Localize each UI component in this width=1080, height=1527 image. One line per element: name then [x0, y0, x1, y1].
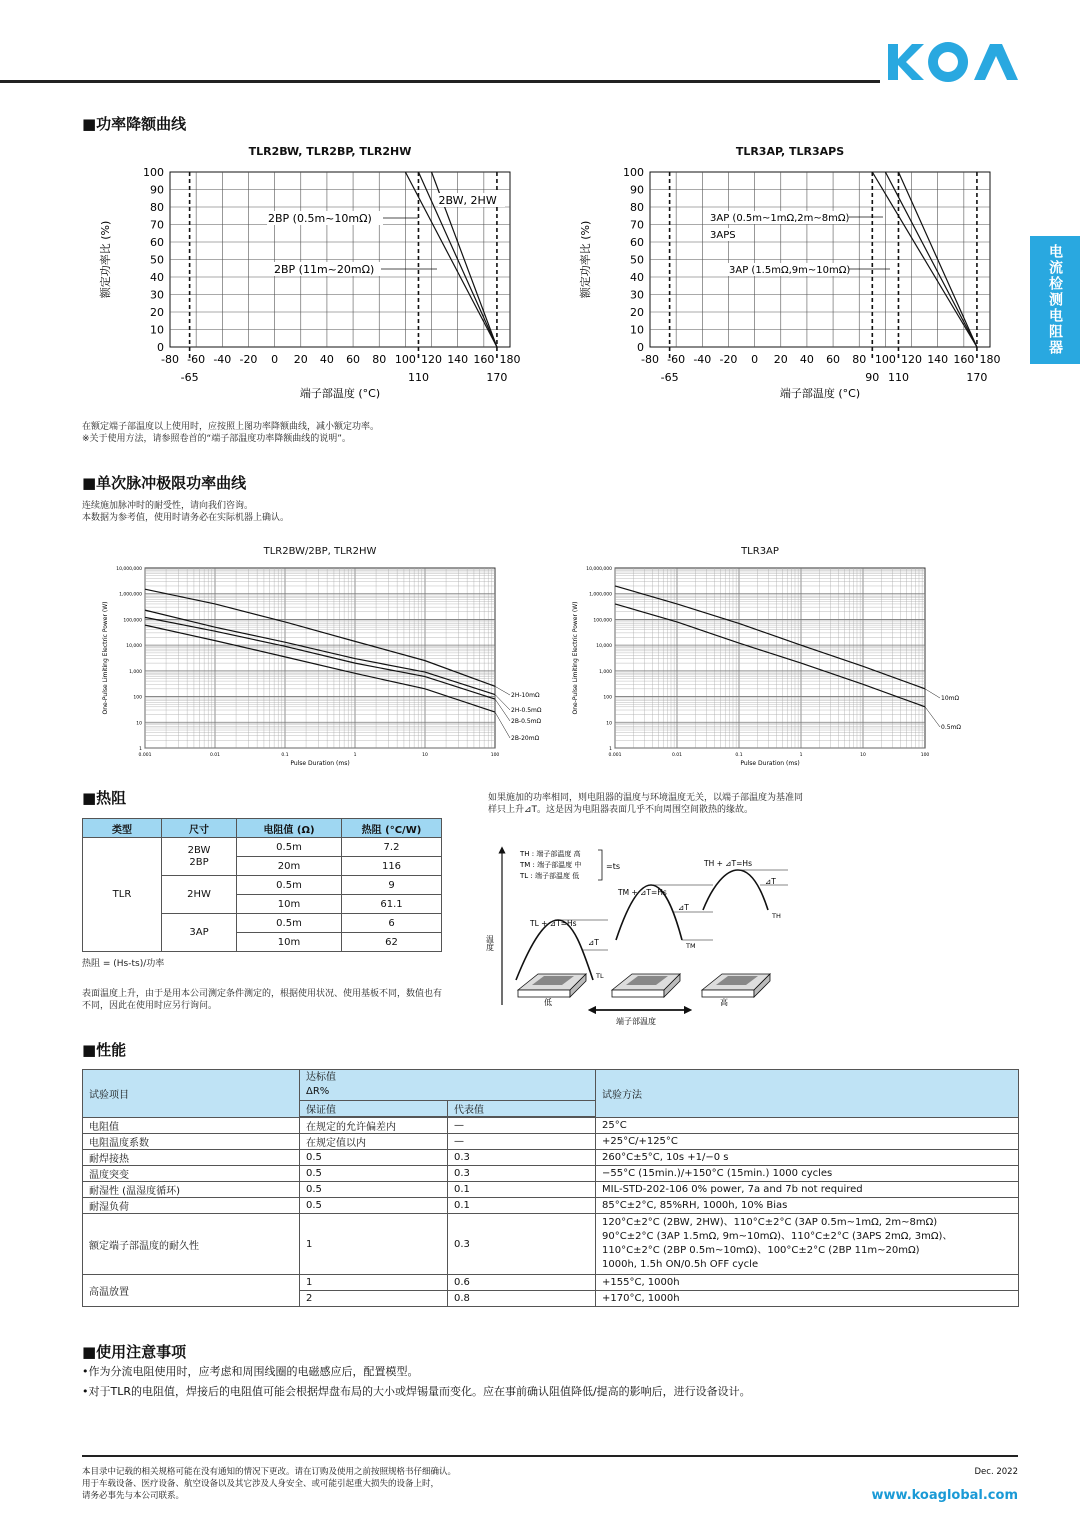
series-label: 3AP (0.5m~1mΩ,2m~8mΩ): [710, 213, 850, 224]
ytick-label: 100: [603, 695, 612, 701]
perf-cell: 在规定值以内: [300, 1134, 448, 1150]
series-label: 2B-0.5mΩ: [511, 718, 542, 725]
perf-cell: 耐焊接热: [83, 1150, 300, 1166]
xtick-label: 140: [447, 353, 469, 366]
pulse-note-1: 连续施加脉冲时的耐受性，请向我们咨询。: [82, 501, 254, 511]
ytick-label: 30: [150, 288, 164, 302]
xtick-label: 100: [874, 353, 896, 366]
xtick-label: 60: [826, 353, 841, 366]
thermal-diagram-note: 如果施加的功率相同，则电阻器的温度与环境温度无关，以端子部温度为基准同样只上升⊿T。这是因为电阻器表面几乎不向周围空间散热的缘故。: [488, 793, 804, 815]
derating-notes: [82, 421, 682, 445]
perf-cell: 2: [300, 1291, 448, 1307]
section-performance-heading: ■性能: [82, 1041, 127, 1059]
side-tab[interactable]: 电流检测电阻器: [1030, 236, 1080, 364]
xtick-label: -80: [161, 353, 179, 366]
diagram-high: 高: [720, 998, 728, 1007]
perf-endurance-method: [596, 1214, 1019, 1275]
diagram-hs-m: TM + ⊿T=Hs: [618, 888, 667, 897]
thermal-r-cell: 0.5m: [237, 914, 342, 933]
xtick-label: 0: [751, 353, 759, 366]
perf-row: [83, 1198, 1019, 1214]
xtick-label: 160: [473, 353, 495, 366]
xtick-label: -60: [187, 353, 206, 366]
perf-row: [83, 1134, 1019, 1150]
xtick-label: 100: [490, 753, 500, 758]
section-thermal-heading: ■热阻: [82, 789, 127, 807]
ytick-label: 60: [630, 236, 644, 249]
diagram-chip-high: [702, 974, 770, 997]
koa-logo: [886, 40, 1021, 84]
thermal-size-3ap: 3AP: [162, 914, 237, 952]
perf-cell: MIL-STD-202-106 0% power, 7a and 7b not required: [596, 1182, 1019, 1198]
diagram-legend-m: TM : 端子部温度 中: [520, 861, 582, 869]
ytick-label: 40: [150, 271, 164, 284]
thermal-r-cell: 0.5m: [237, 838, 342, 857]
logo-text: KOA: [886, 40, 889, 41]
perf-cell: +25°C/+125°C: [596, 1134, 1019, 1150]
pulse-chart-left: [100, 560, 555, 770]
xtick-label: 0.01: [209, 753, 221, 758]
ytick-label: 1,000: [599, 669, 612, 675]
diagram-dt-h: ⊿T: [765, 877, 776, 886]
xtick-label: 180: [499, 353, 521, 366]
thermal-v-cell: 7.2: [342, 838, 442, 857]
xtick-label: 140: [927, 353, 949, 366]
perf-cell: —: [448, 1134, 596, 1150]
xtick-label: 1: [799, 753, 803, 758]
ytick-label: 1,000: [129, 669, 142, 675]
perf-cell: 0.5: [300, 1166, 448, 1182]
thermal-header-thermal: 热阻 (°C/W): [342, 819, 442, 838]
perf-cell: 85°C±2°C, 85%RH, 1000h, 10% Bias: [596, 1198, 1019, 1214]
pulse-notes: [82, 500, 682, 524]
perf-header-dr: ΔR%: [306, 1086, 330, 1097]
x-axis-label: 端子部温度 (°C): [779, 387, 861, 400]
xtick-label: -40: [693, 353, 712, 366]
cautions-list: [82, 1362, 1012, 1402]
ytick-label: 100: [143, 166, 164, 179]
thermal-r-cell: 20m: [237, 857, 342, 876]
ytick-label: 10,000: [596, 644, 612, 650]
section-pulse-heading: ■单次脉冲极限功率曲线: [82, 474, 247, 492]
perf-cell: 0.1: [448, 1198, 596, 1214]
ytick-label: 20: [150, 306, 164, 319]
xtick-label: -20: [719, 353, 738, 366]
ytick-label: 1: [139, 747, 142, 752]
ytick-label: 30: [630, 288, 644, 302]
diagram-hs-h: TH + ⊿T=Hs: [704, 859, 752, 868]
xtick-extra: -65: [660, 371, 679, 384]
ytick-label: 20: [630, 306, 644, 319]
perf-cell: 0.3: [448, 1166, 596, 1182]
series-label: 2BP (0.5m~10mΩ): [268, 212, 372, 225]
xtick-label: 0.01: [671, 753, 683, 758]
series-label: 2H-10mΩ: [511, 692, 540, 699]
derating-chart-right: [565, 160, 1015, 405]
xtick-label: -20: [239, 353, 258, 366]
thermal-size-2hw: 2HW: [162, 876, 237, 914]
xtick-extra: 90: [865, 371, 880, 384]
diagram-dt-m: ⊿T: [678, 903, 689, 912]
perf-header-guar: 保证值: [300, 1101, 448, 1117]
ytick-label: 100: [133, 695, 142, 701]
thermal-size-2bw: 2BW 2BP: [162, 838, 237, 876]
series-label: 2B-20mΩ: [511, 735, 540, 742]
thermal-r-cell: 10m: [237, 895, 342, 914]
ytick-label: 1: [609, 747, 612, 752]
xtick-label: -60: [667, 353, 686, 366]
thermal-header-size: 尺寸: [162, 819, 237, 838]
ytick-label: 10: [630, 323, 644, 337]
ytick-label: 10: [136, 721, 142, 727]
xtick-label: 100: [394, 353, 416, 366]
perf-cell: —: [448, 1118, 596, 1134]
xtick-label: 80: [372, 353, 387, 366]
ytick-label: 50: [150, 253, 164, 267]
ytick-label: 70: [150, 218, 164, 232]
ytick-label: 40: [630, 271, 644, 284]
x-axis-label: Pulse Duration (ms): [290, 760, 350, 767]
perf-endurance-method-line: 1000h, 1.5h ON/0.5h OFF cycle: [602, 1259, 759, 1270]
x-axis-label: Pulse Duration (ms): [740, 760, 800, 767]
section-derating-heading: ■功率降额曲线: [82, 115, 187, 133]
footer-disclaimer: [82, 1466, 782, 1502]
derating-chart-left: [85, 160, 535, 405]
thermal-note: 表面温度上升，由于是用本公司测定条件测定的，根据使用状况、使用基板不同，数值也有不同，因此在使用时应另行询问。: [82, 989, 443, 1011]
ytick-label: 0: [637, 341, 644, 354]
perf-cell: 温度突变: [83, 1166, 300, 1182]
series-label: 10mΩ: [941, 695, 960, 702]
perf-cell: 在规定的允许偏差内: [300, 1118, 448, 1134]
xtick-label: 1: [353, 753, 357, 758]
thermal-v-cell: 6: [342, 914, 442, 933]
perf-endurance-typ: 0.3: [448, 1214, 596, 1275]
xtick-extra: 110: [407, 371, 429, 384]
section-cautions-heading: ■使用注意事项: [82, 1343, 187, 1361]
ytick-label: 80: [150, 201, 164, 214]
ytick-label: 90: [630, 183, 644, 197]
perf-cell: 0.3: [448, 1150, 596, 1166]
ytick-label: 0: [157, 341, 164, 354]
xtick-label: 10: [860, 753, 866, 758]
pulse-right-title: TLR3AP: [741, 546, 779, 557]
diagram-low: 低: [544, 998, 552, 1007]
footer-line: 用于车载设备、医疗设备、航空设备以及其它涉及人身安全、或可能引起重大损失的设备上时，: [82, 1479, 440, 1489]
perf-cell: 1: [300, 1275, 448, 1291]
perf-hightemp-item: 高温放置: [83, 1275, 300, 1307]
xtick-label: 160: [953, 353, 975, 366]
series-leader: [925, 689, 940, 698]
ytick-label: 100: [623, 166, 644, 179]
xtick-extra: 110: [887, 371, 909, 384]
caution-item: •作为分流电阻使用时，应考虑和周围线圈的电磁感应后，配置模型。: [82, 1365, 419, 1378]
y-axis-label: One-Pulse Limiting Electric Power (W): [572, 601, 579, 715]
perf-cell: 电阻温度系数: [83, 1134, 300, 1150]
xtick-extra: 170: [966, 371, 988, 384]
perf-header-std: [300, 1070, 596, 1101]
performance-table: [82, 1069, 1019, 1307]
series-leader: [495, 712, 510, 738]
caution-item: •对于TLR的电阻值，焊接后的电阻值可能会根据焊盘布局的大小或焊锡量而变化。应在事前确认阻值降低/提高的影响后，进行设备设计。: [82, 1385, 751, 1398]
ytick-label: 10,000,000: [586, 567, 612, 572]
ytick-label: 80: [630, 201, 644, 214]
ytick-label: 70: [630, 218, 644, 232]
perf-cell: +170°C, 1000h: [596, 1291, 1019, 1307]
perf-cell: 0.5: [300, 1198, 448, 1214]
diagram-legend-h: TH : 端子部温度 高: [520, 850, 581, 858]
ytick-label: 10,000,000: [116, 567, 142, 572]
xtick-extra: 170: [486, 371, 508, 384]
thermal-v-cell: 116: [342, 857, 442, 876]
perf-endurance-guar: 1: [300, 1214, 448, 1275]
ytick-label: 1,000,000: [589, 592, 612, 598]
pulse-left-title: TLR2BW/2BP, TLR2HW: [263, 546, 377, 557]
ytick-label: 1,000,000: [119, 592, 142, 598]
footer-rule: [82, 1455, 1018, 1457]
y-axis-label: One-Pulse Limiting Electric Power (W): [102, 601, 109, 715]
xtick-label: 100: [920, 753, 930, 758]
perf-cell: 0.5: [300, 1150, 448, 1166]
series-label: 3APS: [710, 230, 736, 241]
diagram-dt-l: ⊿T: [588, 938, 599, 947]
perf-cell: −55°C (15min.)/+150°C (15min.) 1000 cycles: [596, 1166, 1019, 1182]
perf-header-typ: 代表值: [448, 1101, 596, 1117]
xtick-label: 0.001: [608, 753, 622, 758]
diagram-chip-low: [518, 974, 586, 997]
perf-header-method: 试验方法: [596, 1070, 1019, 1118]
xtick-label: 0.1: [735, 753, 743, 758]
perf-endurance-method-line: 90°C±2°C (3AP 1.5mΩ, 9m~10mΩ)、110°C±2°C (3APS 2mΩ, 3mΩ)、: [602, 1231, 953, 1242]
series-label: 3AP (1.5mΩ,9m~10mΩ): [729, 265, 851, 276]
perf-cell: 耐湿性 (温湿度循环): [83, 1182, 300, 1198]
thermal-formula: 热阻 = (Hs-ts)/功率: [82, 959, 165, 969]
diagram-xaxis: 端子部温度: [616, 1017, 656, 1026]
header-rule: [0, 80, 880, 83]
diagram-yaxis: 温度: [485, 935, 495, 951]
perf-cell: +155°C, 1000h: [596, 1275, 1019, 1291]
footer-line: 请务必事先与本公司联系。: [82, 1491, 185, 1501]
xtick-label: 80: [852, 353, 867, 366]
series-label: 0.5mΩ: [941, 724, 961, 731]
thermal-header-type: 类型: [83, 819, 162, 838]
derating-left-title: TLR2BW, TLR2BP, TLR2HW: [248, 145, 412, 158]
series-label: 2H-0.5mΩ: [511, 707, 542, 714]
xtick-label: 120: [901, 353, 923, 366]
series-label: 2BP (11m~20mΩ): [274, 263, 375, 276]
perf-row: [83, 1118, 1019, 1134]
xtick-label: 120: [421, 353, 443, 366]
ytick-label: 60: [150, 236, 164, 249]
y-axis-label: 额定功率比 (%): [579, 220, 592, 299]
derating-right-title: TLR3AP, TLR3APS: [735, 145, 845, 158]
perf-cell: 电阻值: [83, 1118, 300, 1134]
ytick-label: 100,000: [593, 618, 612, 624]
perf-endurance-method-line: 120°C±2°C (2BW, 2HW)、110°C±2°C (3AP 0.5m~1mΩ, 2m~8mΩ): [602, 1217, 938, 1228]
xtick-label: 20: [773, 353, 788, 366]
pulse-chart-right: [570, 560, 1000, 770]
thermal-type-cell: TLR: [83, 838, 162, 952]
footer-url[interactable]: www.koaglobal.com: [871, 1488, 1018, 1503]
perf-row: [83, 1182, 1019, 1198]
xtick-label: -40: [213, 353, 232, 366]
thermal-header-resistance: 电阻值 (Ω): [237, 819, 342, 838]
diagram-equals: =ts: [606, 862, 621, 871]
perf-header-item: 试验项目: [83, 1070, 300, 1118]
derating-note-2: ※关于使用方法，请参照卷首的“端子部温度功率降额曲线的说明”。: [82, 434, 351, 444]
thermal-diagram: [485, 840, 818, 1030]
xtick-label: 40: [799, 353, 814, 366]
perf-row: [83, 1166, 1019, 1182]
series-leader: [925, 707, 940, 727]
derating-note-1: 在额定端子部温度以上使用时，应按照上图功率降额曲线，减小额定功率。: [82, 422, 380, 432]
diagram-hs-l: TL + ⊿T=Hs: [530, 919, 577, 928]
series-label: 2BW, 2HW: [438, 194, 497, 207]
perf-cell: 0.8: [448, 1291, 596, 1307]
xtick-label: 0: [271, 353, 279, 366]
ytick-label: 10: [150, 323, 164, 337]
thermal-v-cell: 62: [342, 933, 442, 952]
perf-cell: 260°C±5°C, 10s +1/−0 s: [596, 1150, 1019, 1166]
xtick-label: -80: [641, 353, 659, 366]
diagram-th: TH: [772, 912, 781, 920]
xtick-label: 10: [422, 753, 428, 758]
diagram-legend-l: TL : 端子部温度 低: [520, 872, 580, 880]
xtick-label: 60: [346, 353, 361, 366]
thermal-r-cell: 10m: [237, 933, 342, 952]
perf-cell: 0.5: [300, 1182, 448, 1198]
ytick-label: 50: [630, 253, 644, 267]
ytick-label: 100,000: [123, 618, 142, 624]
thermal-table: [82, 818, 442, 952]
xtick-label: 180: [979, 353, 1001, 366]
ytick-label: 10: [606, 721, 612, 727]
perf-endurance-method-line: 110°C±2°C (2BP 0.5m~10mΩ)、100°C±2°C (2BP 11m~20mΩ): [602, 1245, 920, 1256]
thermal-r-cell: 0.5m: [237, 876, 342, 895]
diagram-tl: TL: [596, 972, 604, 980]
pulse-note-2: 本数据为参考值，使用时请务必在实际机器上确认。: [82, 513, 290, 523]
thermal-v-cell: 9: [342, 876, 442, 895]
xtick-label: 40: [319, 353, 334, 366]
perf-header-std-label: 达标值: [306, 1072, 336, 1083]
footer-line: 本目录中记载的相关规格可能在没有通知的情况下更改。请在订购及使用之前按照规格书仔细确认。: [82, 1467, 457, 1477]
y-axis-label: 额定功率比 (%): [99, 220, 112, 299]
perf-cell: 25°C: [596, 1118, 1019, 1134]
x-axis-label: 端子部温度 (°C): [299, 387, 381, 400]
diagram-tm: TM: [686, 942, 696, 950]
perf-row: [83, 1150, 1019, 1166]
series-leader: [495, 686, 510, 695]
xtick-label: 0.001: [138, 753, 152, 758]
xtick-label: 0.1: [281, 753, 289, 758]
diagram-chip-mid: [612, 974, 680, 997]
perf-cell: 0.1: [448, 1182, 596, 1198]
footer-date: Dec. 2022: [974, 1467, 1018, 1477]
perf-cell: 0.6: [448, 1275, 596, 1291]
xtick-extra: -65: [180, 371, 199, 384]
xtick-label: 20: [293, 353, 308, 366]
ytick-label: 90: [150, 183, 164, 197]
perf-cell: 耐湿负荷: [83, 1198, 300, 1214]
ytick-label: 10,000: [126, 644, 142, 650]
thermal-v-cell: 61.1: [342, 895, 442, 914]
perf-endurance-item: 额定端子部温度的耐久性: [83, 1214, 300, 1275]
